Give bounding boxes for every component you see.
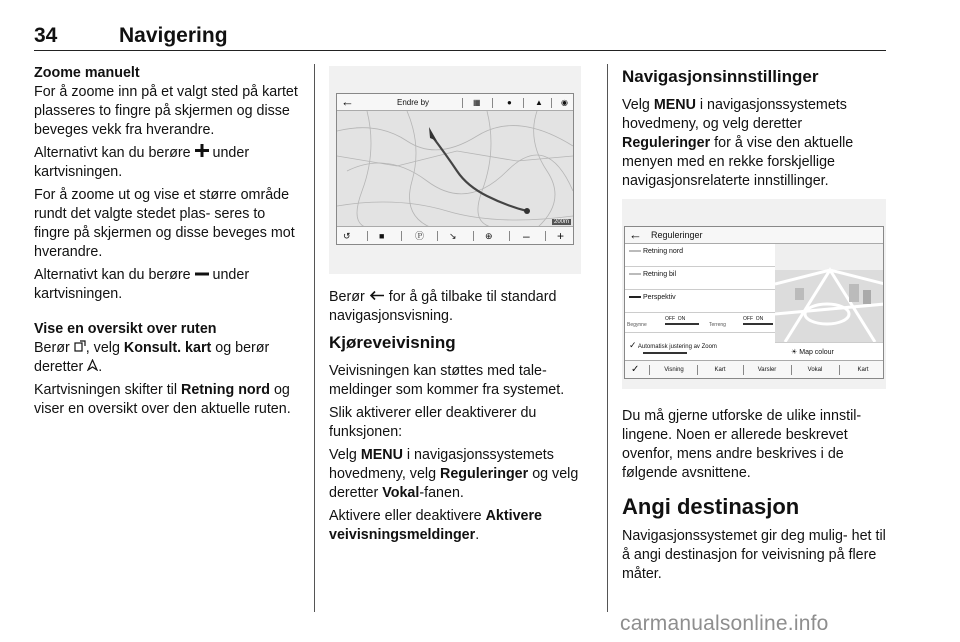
voice-paragraph-2: Slik aktiverer eller deaktiverer du funksjonen: (329, 405, 537, 440)
parking-icon[interactable]: Ⓟ (415, 231, 425, 241)
settings-list (625, 244, 775, 362)
toggle-terrain[interactable]: OFF ON (743, 316, 773, 325)
minus-icon (195, 266, 209, 285)
stop-icon[interactable]: ■ (379, 231, 385, 241)
map-scale: 200m (553, 219, 569, 225)
map-screenshot-figure (329, 66, 581, 274)
back-arrow-icon[interactable]: ← (629, 227, 642, 242)
map-screen (336, 93, 574, 245)
tab-map[interactable]: Kart (714, 367, 726, 373)
city-icon[interactable]: ▦ (473, 98, 481, 107)
map-screen-title: Endre by (397, 98, 430, 107)
column-1 (34, 64, 300, 423)
zoom-paragraph-3: For å zoome ut og vise et større område rundt det valgte stedet plas- seres to fingre på skjermen og disse beveges mot hverandre. (34, 187, 295, 260)
map-colour-button[interactable]: ☀ Map colour (775, 342, 884, 362)
column-2 (329, 64, 581, 549)
setting-auto-zoom[interactable]: ✓ Automatisk justering av Zoom (629, 340, 717, 350)
perspective-map-preview (775, 244, 884, 342)
settings-top-bar (625, 227, 883, 244)
traffic-icon[interactable]: ↘ (449, 231, 457, 241)
north-arrow-icon (87, 358, 98, 377)
overview-paragraph-1: Berør , velg Konsult. kart og berør deretter . (34, 340, 270, 375)
voice-paragraph-4: Aktivere eller deaktivere Aktivere veivisningsmeldinger. (329, 508, 542, 543)
column-divider-2 (607, 64, 608, 612)
zoom-paragraph-4: Alternativt kan du berøre under kartvisningen. (34, 267, 250, 302)
car-icon[interactable]: ● (507, 98, 512, 107)
zoom-paragraph-1: For å zoome inn på et valgt sted på kartet plasseres to fingre på skjermen og disse beveges vekk fra hverandre. (34, 84, 298, 138)
setting-terrain-label: Terreng (709, 322, 726, 328)
settings-screenshot-figure (622, 199, 886, 389)
zoom-heading: Zoome manuelt (34, 65, 140, 81)
back-arrow-icon[interactable]: ← (341, 94, 354, 109)
voice-guidance-heading: Kjøreveivisning (329, 333, 456, 352)
tab-voice[interactable]: Vokal (807, 367, 823, 373)
nav-settings-paragraph-1: Velg MENU i navigasjonssystemets hovedmeny, og velg deretter Reguleringer for å vise den aktuelle menyen med en rekke forskjellige navigasjonsrelaterte innstillinger. (622, 97, 854, 189)
map-options-icon (74, 339, 86, 358)
setting-heading-up[interactable]: Retning bil (629, 271, 676, 278)
poi-icon[interactable]: ⊕ (485, 231, 493, 241)
zoom-paragraph-2: Alternativt kan du berøre under kartvisningen. (34, 145, 250, 180)
toggle-start[interactable]: OFF ON (665, 316, 699, 325)
page-number: 34 (34, 24, 58, 47)
settings-screen-title: Reguleringer (651, 230, 703, 240)
settings-icon[interactable]: ◉ (561, 98, 568, 107)
nav-settings-paragraph-2: Du må gjerne utforske de ulike innstil- lingene. Noen er allerede beskrevet ovenfor, mens andre beskrives i de følgende avsnittene. (622, 408, 862, 481)
destination-heading: Angi destinasjon (622, 494, 800, 519)
map-top-bar (337, 94, 573, 111)
zoom-out-icon[interactable]: – (523, 229, 530, 243)
settings-tab-bar (625, 360, 883, 378)
voice-paragraph-3: Velg MENU i navigasjonssystemets hovedmeny, velg Reguleringer og velg deretter Vokal-fanen. (329, 447, 579, 501)
compass-icon[interactable]: ▲ (535, 98, 543, 107)
back-paragraph: Berør for å gå tilbake til standard navigasjonsvisning. (329, 289, 557, 324)
setting-north-up[interactable]: Retning nord (629, 248, 683, 255)
confirm-check-icon[interactable]: ✓ (631, 364, 640, 375)
tab-map-2[interactable]: Kart (857, 367, 869, 373)
header-rule (34, 50, 886, 51)
tab-view[interactable]: Visning (664, 367, 684, 373)
tab-alerts[interactable]: Varsler (757, 367, 777, 373)
overview-paragraph-2: Kartvisningen skifter til Retning nord og viser en oversikt over den aktuelle ruten. (34, 382, 291, 417)
destination-paragraph-1: Navigasjonssystemet gir deg mulig- het til å angi destinasjon for veivisning på flere måter. (622, 528, 886, 582)
running-title: Navigering (119, 24, 228, 47)
page-header (34, 22, 886, 52)
voice-paragraph-1: Veivisningen kan støttes med tale- meldinger som kommer fra systemet. (329, 363, 565, 398)
map-lines (337, 111, 573, 228)
map-view[interactable] (337, 111, 573, 226)
sun-icon: ☀ (791, 349, 798, 356)
checkmark-icon: ✓ (629, 340, 637, 350)
nav-settings-heading: Navigasjonsinnstillinger (622, 67, 819, 86)
overview-heading: Vise en oversikt over ruten (34, 321, 217, 337)
watermark: carmanualsonline.info (620, 612, 829, 635)
setting-perspective[interactable]: Perspektiv (629, 294, 676, 301)
route-icon[interactable]: ↺ (343, 231, 351, 241)
column-3 (622, 64, 886, 588)
setting-start-label: Begynne (627, 322, 647, 328)
map-bottom-bar (337, 226, 573, 244)
zoom-in-icon[interactable]: + (557, 229, 565, 243)
column-divider-1 (314, 64, 315, 612)
settings-screen (624, 226, 884, 379)
plus-icon (195, 144, 209, 163)
back-arrow-icon (369, 288, 385, 307)
